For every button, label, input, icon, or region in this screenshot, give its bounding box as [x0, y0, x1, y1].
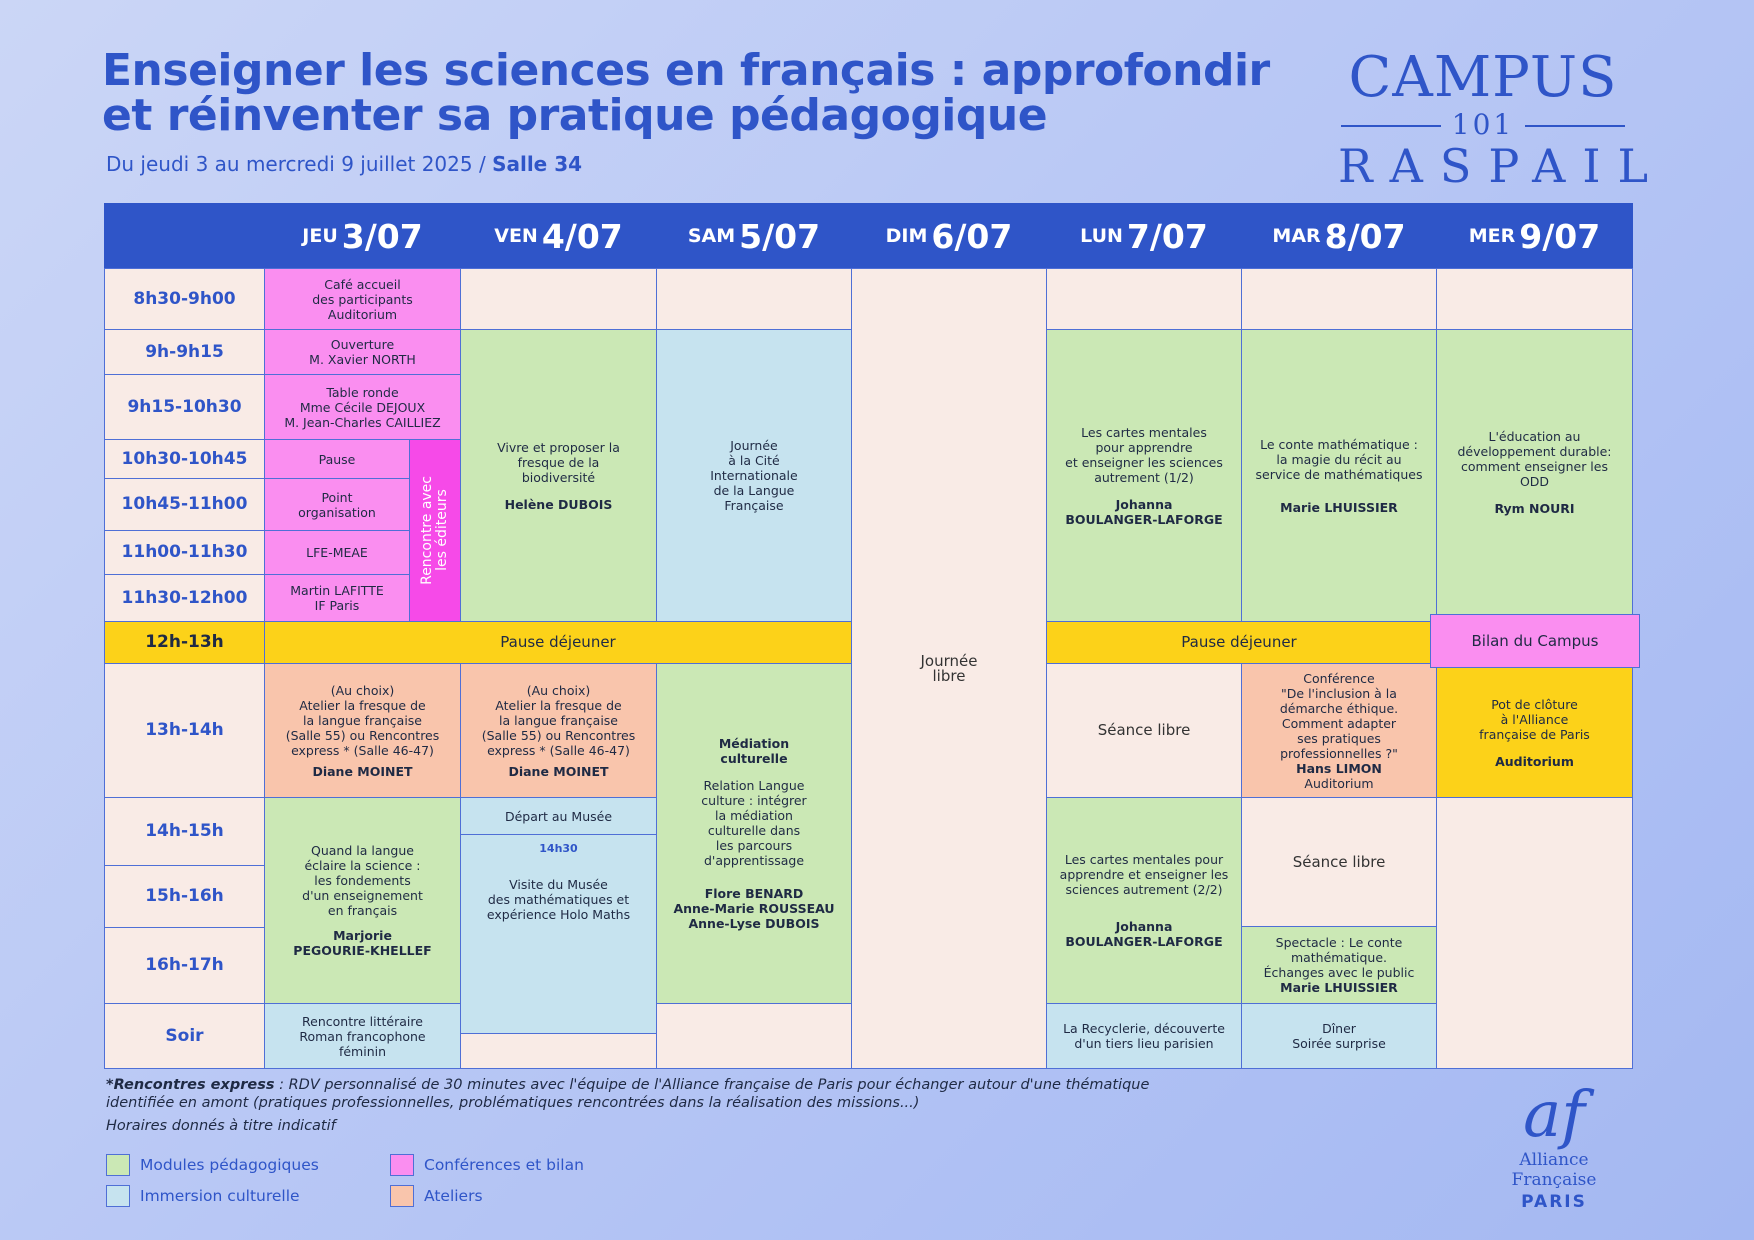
cell-text: Spectacle : Le conte mathématique. Échanges avec le public [1263, 935, 1415, 980]
legend-label: Immersion culturelle [140, 1187, 300, 1205]
cell-text: (Au choix) Atelier la fresque de la langue française (Salle 55) ou Rencontres express * (Salle 46-47) [285, 682, 440, 758]
session-atelier-ven [460, 663, 657, 798]
day-name: VEN [494, 224, 538, 247]
session-depart-musee [460, 797, 657, 835]
session-seance-libre-lun [1046, 663, 1242, 798]
cell-text: Diane MOINET [312, 763, 413, 779]
day-name: SAM [687, 224, 736, 247]
cell-text: Les cartes mentales pour apprendre et enseigner les sciences autrement (1/2) [1065, 424, 1223, 485]
cell-text: Bilan du Campus [1471, 631, 1599, 650]
session-fresque-biodiversite [460, 329, 657, 622]
time-slot [104, 927, 265, 1004]
day-header-mar [1241, 203, 1437, 269]
session-education-durable [1436, 329, 1633, 616]
day-date: 4/07 [541, 216, 623, 256]
session-bilan-campus [1430, 614, 1640, 668]
time-label: 9h-9h15 [145, 341, 224, 362]
cell-text: Auditorium [1495, 753, 1574, 769]
day-name: LUN [1080, 224, 1123, 247]
time-slot [104, 1003, 265, 1069]
cell-text: Helène DUBOIS [504, 496, 613, 512]
session-quand-la-langue [264, 797, 461, 1004]
page-title: Enseigner les sciences en français : approfondir et réinventer sa pratique pédagogique [102, 45, 1270, 141]
session-table-ronde [264, 374, 461, 440]
session-cafe-accueil [264, 268, 461, 330]
footnote [106, 1076, 1186, 1112]
time-label: 9h15-10h30 [127, 396, 242, 417]
cell-text: Conférence "De l'inclusion à la démarche éthique. Comment adapter ses pratiques professionnelles ?" [1279, 670, 1399, 761]
empty-slot [460, 1033, 657, 1069]
cell-text: Café accueil des participants Auditorium [312, 276, 413, 322]
cell-text: L'éducation au développement durable: comment enseigner les ODD [1457, 429, 1612, 489]
cell-text: Pause déjeuner [1181, 633, 1297, 651]
cell-text: Départ au Musée [504, 808, 613, 824]
cell-text: La Recyclerie, découverte d'un tiers lieu parisien [1063, 1021, 1225, 1051]
day-date: 5/07 [739, 216, 821, 256]
session-cite-langue [656, 329, 852, 622]
time-label: 11h00-11h30 [121, 542, 248, 562]
session-point-organisation [264, 478, 410, 531]
legend-swatch [390, 1154, 414, 1176]
cell-text: Visite du Musée des mathématiques et expérience Holo Maths [486, 876, 631, 922]
day-header-lun [1046, 203, 1242, 269]
session-conte-mathematique [1241, 329, 1437, 622]
session-lfe-meae [264, 530, 410, 575]
cell-text: LFE-MEAE [306, 545, 368, 560]
day-date: 8/07 [1324, 216, 1406, 256]
legend-item-modules [106, 1154, 319, 1176]
session-visite-musee [460, 834, 657, 1034]
time-slot [104, 663, 265, 798]
cell-text: Johanna BOULANGER-LAFORGE [1065, 919, 1223, 949]
time-label: 14h-15h [145, 821, 224, 841]
time-label: 13h-14h [145, 720, 224, 740]
session-journee-libre [851, 268, 1047, 1069]
af-logo-name: Alliance Française [1511, 1150, 1597, 1190]
subtitle-room: Salle 34 [492, 152, 583, 176]
time-label: 10h45-11h00 [121, 494, 248, 514]
day-name: MAR [1272, 224, 1321, 247]
day-name: MER [1468, 224, 1516, 247]
horaires-note: Horaires donnés à titre indicatif [106, 1118, 336, 1134]
cell-text: Journée libre [920, 651, 978, 685]
footnote-text: : RDV personnalisé de 30 minutes avec l'équipe de l'Alliance française de Paris pour échanger autour d'une thématique identifiée en amont (pratiques professionnelles, problématiques rencontrées dans la réalisation des missions...) [106, 1077, 1150, 1111]
session-recyclerie [1046, 1003, 1242, 1069]
cell-text: Martin LAFITTE IF Paris [290, 583, 384, 613]
cell-text: Rym NOURI [1494, 501, 1575, 516]
session-martin-lafitte [264, 574, 410, 622]
cell-text: Pause [318, 451, 356, 467]
time-slot [104, 268, 265, 330]
day-name: JEU [302, 224, 338, 247]
time-label: 15h-16h [145, 886, 224, 906]
session-pot-cloture [1436, 667, 1633, 798]
time-label: 12h-13h [145, 632, 224, 652]
day-header-jeu [264, 203, 461, 269]
cell-text: Hans LIMON [1296, 760, 1382, 776]
cell-text: Flore BENARD Anne-Marie ROUSSEAU Anne-Lyse DUBOIS [673, 886, 835, 931]
cell-text: Journée à la Cité Internationale de la Langue Française [710, 438, 798, 513]
session-rencontre-litteraire [264, 1003, 461, 1069]
campus-logo-line2: 101 [1451, 108, 1515, 141]
time-slot [104, 621, 265, 664]
time-slot [104, 439, 265, 479]
campus-logo-line1: CAMPUS [1348, 45, 1618, 110]
empty-slot [656, 1003, 852, 1069]
day-header-ven [460, 203, 657, 269]
session-conference-inclusion [1241, 663, 1437, 798]
cell-text: Pot de clôture à l'Alliance française de Paris [1479, 696, 1590, 742]
time-slot [104, 478, 265, 531]
session-diner [1241, 1003, 1437, 1069]
campus-logo-line3: RASPAIL [1338, 139, 1666, 193]
footnote-bold: *Rencontres express [106, 1077, 275, 1093]
time-slot [104, 574, 265, 622]
session-atelier-jeu [264, 663, 461, 798]
af-logo-city: PARIS [1521, 1192, 1587, 1212]
day-name: DIM [885, 224, 928, 247]
cell-text: Le conte mathématique : la magie du récit au service de mathématiques [1255, 436, 1423, 482]
af-logo-mark: af [1523, 1078, 1585, 1152]
day-header-mer [1436, 203, 1633, 269]
cell-text: Séance libre [1292, 852, 1386, 871]
session-seance-libre-mar [1241, 797, 1437, 927]
session-mediation-culturelle [656, 663, 852, 1004]
cell-text: Vivre et proposer la fresque de la biodiversité [497, 439, 620, 485]
session-cartes-mentales-1 [1046, 329, 1242, 622]
session-ouverture [264, 329, 461, 375]
empty-slot [1436, 797, 1633, 1069]
cell-text: Dîner Soirée surprise [1292, 1021, 1386, 1051]
pause-dejeuner-1 [264, 621, 852, 664]
page-subtitle [106, 152, 582, 176]
cell-text: Marie LHUISSIER [1280, 980, 1398, 995]
cell-text: Johanna BOULANGER-LAFORGE [1065, 496, 1223, 527]
day-date: 7/07 [1126, 216, 1208, 256]
empty-slot [460, 268, 657, 330]
time-slot [104, 865, 265, 928]
cell-text: Quand la langue éclaire la science : les fondements d'un enseignement en français [302, 843, 423, 918]
header-corner [104, 203, 265, 269]
empty-slot [656, 268, 852, 330]
cell-text: Ouverture M. Xavier NORTH [309, 337, 416, 367]
cell-text: Marjorie PEGOURIE-KHELLEF [293, 928, 432, 958]
legend-item-immersion [106, 1185, 300, 1207]
session-spectacle [1241, 926, 1437, 1004]
time-label: 10h30-10h45 [121, 448, 248, 469]
cell-text: Point organisation [298, 489, 376, 520]
session-rencontre-editeurs [409, 439, 461, 622]
cell-text: Diane MOINET [508, 763, 609, 779]
day-header-dim [851, 203, 1047, 269]
cell-text: Pause déjeuner [500, 633, 616, 651]
alliance-francaise-logo [1476, 1080, 1632, 1214]
cell-text: Séance libre [1097, 721, 1191, 739]
cell-text: Table ronde Mme Cécile DEJOUX M. Jean-Charles CAILLIEZ [284, 384, 441, 430]
cell-text: Auditorium [1304, 775, 1374, 791]
time-label: 11h30-12h00 [121, 587, 248, 608]
time-slot [104, 797, 265, 866]
time-slot [104, 329, 265, 375]
pause-dejeuner-2 [1046, 621, 1432, 664]
time-label: 8h30-9h00 [133, 288, 236, 309]
session-cartes-mentales-2 [1046, 797, 1242, 1004]
legend-item-conferences [390, 1154, 584, 1176]
legend-label: Ateliers [424, 1187, 483, 1205]
day-date: 3/07 [341, 216, 423, 256]
legend-swatch [390, 1185, 414, 1207]
time-label: Soir [165, 1025, 204, 1046]
cell-text: Rencontre avec les éditeurs [419, 476, 450, 585]
legend-swatch [106, 1185, 130, 1207]
cell-text: Rencontre littéraire Roman francophone féminin [299, 1013, 426, 1059]
legend-label: Conférences et bilan [424, 1156, 584, 1174]
empty-slot [1436, 268, 1633, 330]
legend-item-ateliers [390, 1185, 483, 1207]
cell-text: Relation Langue culture : intégrer la médiation culturelle dans les parcours d'apprentissage [701, 778, 807, 868]
time-note: 14h30 [539, 842, 578, 855]
day-header-sam [656, 203, 852, 269]
time-slot [104, 530, 265, 575]
time-slot [104, 374, 265, 440]
day-date: 6/07 [931, 216, 1013, 256]
legend-label: Modules pédagogiques [140, 1156, 319, 1174]
session-pause [264, 439, 410, 479]
legend-swatch [106, 1154, 130, 1176]
cell-text: (Au choix) Atelier la fresque de la langue française (Salle 55) ou Rencontres express * (Salle 46-47) [481, 682, 636, 758]
campus-logo [1338, 45, 1666, 193]
time-label: 16h-17h [145, 955, 224, 975]
empty-slot [1046, 268, 1242, 330]
day-date: 9/07 [1519, 216, 1601, 256]
subtitle-dates: Du jeudi 3 au mercredi 9 juillet 2025 / [106, 152, 493, 176]
cell-text: Médiation culturelle [718, 736, 790, 766]
cell-text: Les cartes mentales pour apprendre et enseigner les sciences autrement (2/2) [1059, 852, 1229, 897]
empty-slot [1241, 268, 1437, 330]
cell-text: Marie LHUISSIER [1280, 499, 1398, 515]
